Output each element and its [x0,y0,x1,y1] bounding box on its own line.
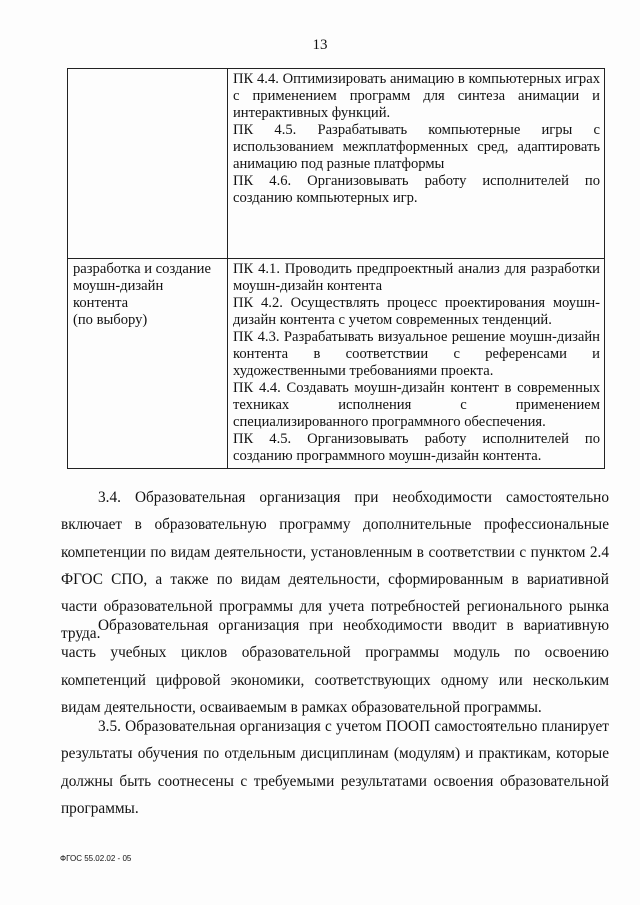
competency-item: ПК 4.1. Проводить предпроектный анализ для разработки моушн-дизайн контента [233,261,600,294]
activity-area-cell [68,259,228,469]
competency-item: ПК 4.2. Осуществлять процесс проектирования моушн-дизайн контента с учетом современных тенденций. [233,295,600,328]
table-row [68,259,605,469]
competency-item: ПК 4.4. Оптимизировать анимацию в компьютерных играх с применением программ для синтеза анимации и интерактивных функций. [233,71,600,121]
paragraph-digital-economy: Образовательная организация при необходимости вводит в вариативную часть учебных циклов образовательной программы модуль по освоению компетенций цифровой экономики, соответствующих одному или нескольким видам деятельности, осваиваемым в рамках образовательной программы. [61,617,609,716]
competency-item: ПК 4.4. Создавать моушн-дизайн контент в современных техниках исполнения с применением специализированного программного обеспечения. [233,380,600,430]
activity-area-cell [68,69,228,259]
activity-area-line: разработка и создание [73,261,211,277]
paragraph-3-4: 3.4. Образовательная организация при необходимости самостоятельно включает в образовательную программу дополнительные профессиональные компетенции по видам деятельности, установленным в соответствии с пунктом 2.4 ФГОС СПО, а также по видам деятельности, сформированным в вариативной части образовательной программы для учета потребностей регионального рынка труда. [61,489,609,643]
competency-item: ПК 4.3. Разрабатывать визуальное решение моушн-дизайн контента в соответствии с референсами и художественными требованиями проекта. [233,329,600,379]
competency-item: ПК 4.5. Организовывать работу исполнителей по созданию программного моушн-дизайн контента. [233,431,600,464]
paragraph-3-5: 3.5. Образовательная организация с учетом ПООП самостоятельно планирует результаты обучения по отдельным дисциплинам (модулям) и практикам, которые должны быть соотнесены с требуемыми результатами освоения образовательной программы. [61,718,609,817]
competency-table [67,68,605,469]
competencies-cell [228,69,605,259]
activity-area-line: (по выбору) [73,312,148,328]
activity-area-line: контента [73,295,129,311]
table-row [68,69,605,259]
competency-item: ПК 4.6. Организовывать работу исполнителей по созданию компьютерных игр. [233,173,600,206]
competencies-cell [228,259,605,469]
competency-item: ПК 4.5. Разрабатывать компьютерные игры с использованием межплатформенных сред, адаптировать анимацию под разные платформы [233,122,600,172]
footer-code: ФГОС 55.02.02 - 05 [60,854,132,863]
page-number: 13 [312,37,328,53]
activity-area-line: моушн-дизайн [73,278,164,294]
